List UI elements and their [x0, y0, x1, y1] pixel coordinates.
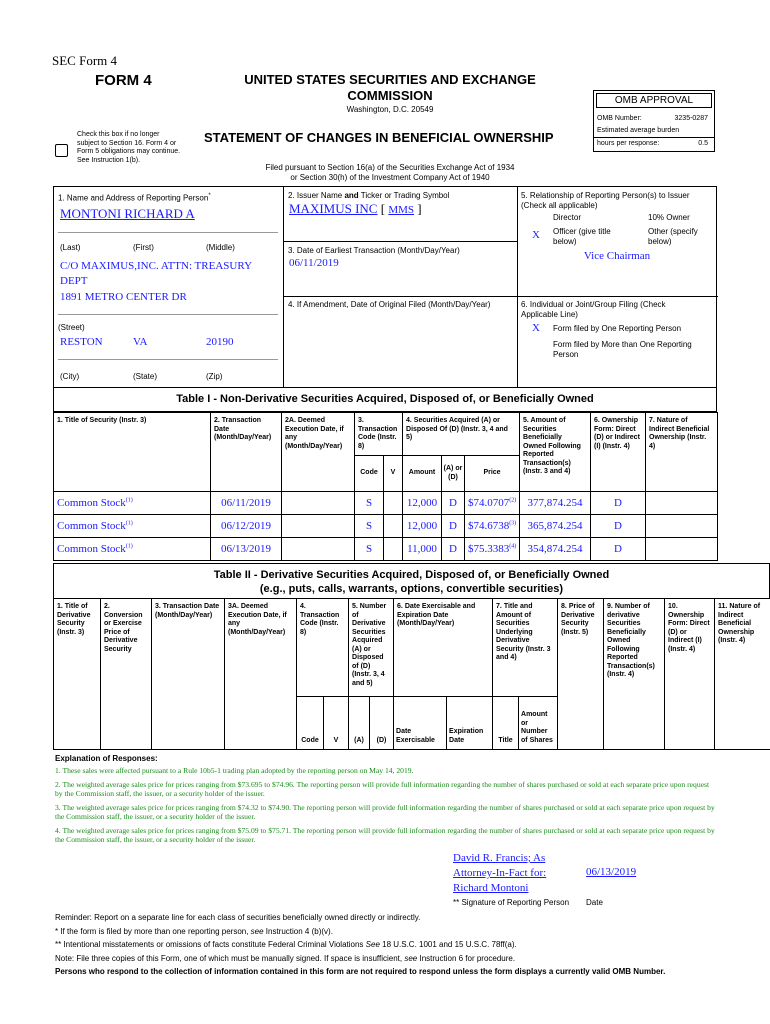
- box2-label-and: and: [344, 191, 359, 200]
- sec-form-label: SEC Form 4: [52, 53, 118, 68]
- omb-hours-value: 0.5: [698, 140, 708, 147]
- t2-h-exercisable: 6. Date Exercisable and Expiration Date (Month/Day/Year): [394, 599, 493, 697]
- state-label: (State): [133, 372, 158, 381]
- t2-h-v-sub: V: [324, 697, 349, 750]
- explanation-title: Explanation of Responses:: [55, 754, 158, 763]
- one-person-check-mark: X: [532, 322, 540, 334]
- t2-h-exp-sub: Expiration Date: [447, 697, 493, 750]
- agency-line-1: UNITED STATES SECURITIES AND EXCHANGE: [244, 72, 536, 87]
- box4-label: 4. If Amendment, Date of Original Filed (Month/Day/Year): [288, 300, 491, 309]
- t1-h-acquired: 4. Securities Acquired (A) or Disposed Of (D) (Instr. 3, 4 and 5): [403, 413, 520, 456]
- cell-code: [355, 492, 384, 515]
- table2-title: [53, 563, 770, 598]
- table1-body: [54, 492, 718, 561]
- footnote-ref[interactable]: (3): [509, 520, 517, 527]
- cell-ad-value: D: [449, 543, 457, 555]
- t2-h-code-sub: Code: [297, 697, 324, 750]
- agency-title: [210, 72, 570, 104]
- footer-line-4-see: see: [404, 953, 418, 963]
- t1-h-amount-sub: Amount: [403, 456, 442, 492]
- t1-h-code-sub: Code: [355, 456, 384, 492]
- cell-title-value: Common Stock: [57, 543, 126, 555]
- more-persons-1: Form filed by More than One Reporting: [553, 340, 692, 349]
- t1-h-title: 1. Title of Security (Instr. 3): [54, 413, 211, 492]
- table1-header-row: [54, 413, 718, 456]
- omb-hours-label: hours per response:: [597, 140, 660, 147]
- t2-h-code: 4. Transaction Code (Instr. 8): [297, 599, 349, 697]
- box6-label-1: 6. Individual or Joint/Group Filing (Check: [521, 300, 666, 309]
- t1-h-amount-owned: 5. Amount of Securities Beneficially Owned Following Reported Transaction(s) (Instr. 3 and 4): [520, 413, 591, 492]
- cell-form-value: D: [614, 520, 622, 532]
- box5-label-2: (Check all applicable): [521, 201, 598, 210]
- footer-line-3-see: See: [365, 940, 380, 949]
- cell-date-value: 06/11/2019: [221, 497, 271, 509]
- cell-form-value: D: [614, 497, 622, 509]
- other-label: [648, 227, 698, 247]
- cell-owned: [520, 492, 591, 515]
- footer-line-3-post: 18 U.S.C. 1001 and 15 U.S.C. 78ff(a).: [379, 940, 517, 949]
- footer-line-2: [55, 925, 765, 939]
- footer-line-4-post: Instruction 6 for procedure.: [417, 953, 516, 963]
- t2-h-conversion: 2. Conversion or Exercise Price of Derivative Security: [101, 599, 152, 750]
- footer-line-2-pre: * If the form is filed by more than one reporting person,: [55, 926, 251, 936]
- city-value: RESTON: [60, 336, 103, 348]
- cell-owned: [520, 515, 591, 538]
- footnote-2: 2. The weighted average sales price for prices ranging from $73.695 to $74.96. The reporting person will provide full information regarding the number of shares purchased or sold at each separate price upon request by the Commission staff, the issuer, or a security holder of the issuer.: [55, 779, 710, 798]
- t2-h-price: 8. Price of Derivative Security (Instr. 5): [558, 599, 604, 750]
- t2-h-title: 1. Title of Derivative Security (Instr. 3): [54, 599, 101, 750]
- footer-line-4-pre: Note: File three copies of this Form, one of which must be manually signed. If space is insufficient,: [55, 953, 405, 963]
- checkbox-text-3: Form 5 obligations may continue.: [77, 148, 181, 155]
- cell-title: [54, 538, 211, 561]
- address-line-3: 1891 METRO CENTER DR: [60, 291, 187, 303]
- box6-label-2: Applicable Line): [521, 310, 578, 319]
- box1-label: [58, 193, 211, 203]
- street-label: (Street): [58, 323, 85, 332]
- cell-amount: [403, 538, 442, 561]
- cell-title: [54, 492, 211, 515]
- footer-omb-notice: Persons who respond to the collection of information contained in this form are not required to respond unless the form displays a currently valid OMB Number.: [55, 967, 666, 976]
- cell-form: [591, 515, 646, 538]
- t2-h-date: 3. Transaction Date (Month/Day/Year): [152, 599, 225, 750]
- signature-date-label: Date: [586, 898, 603, 907]
- t2-h-underlying: 7. Title and Amount of Securities Underlying Derivative Security (Instr. 3 and 4): [493, 599, 558, 697]
- t2-h-shares-sub: Amount or Number of Shares: [519, 697, 558, 750]
- cell-ad: [442, 538, 465, 561]
- officer-check-mark: X: [532, 229, 540, 241]
- issuer-line: [289, 201, 422, 217]
- cell-price-value: $75.3383: [468, 543, 510, 555]
- box2-label-post: Ticker or Trading Symbol: [358, 191, 450, 200]
- cell-deemed: [282, 492, 355, 515]
- address-line-1: C/O MAXIMUS,INC. ATTN: TREASURY: [60, 260, 253, 272]
- cell-owned-value: 354,874.254: [527, 543, 583, 555]
- officer-title: Vice Chairman: [583, 250, 651, 262]
- t2-h-date-ex-sub: Date Exercisable: [394, 697, 447, 750]
- issuer-name[interactable]: MAXIMUS INC: [289, 201, 378, 216]
- other-label-2: below): [648, 237, 672, 246]
- cell-date-value: 06/12/2019: [220, 520, 272, 532]
- city-label: (City): [60, 372, 80, 381]
- cell-date-value: 06/13/2019: [220, 543, 272, 555]
- table2-derivative: [53, 598, 770, 750]
- cell-owned-value: 365,874.254: [527, 520, 583, 532]
- form-number: FORM 4: [95, 72, 152, 89]
- t2-h-nature: 11. Nature of Indirect Beneficial Ownership (Instr. 4): [715, 599, 770, 750]
- omb-approval-box: [593, 90, 715, 152]
- box2-label-pre: 2. Issuer Name: [288, 191, 345, 200]
- first-label: (First): [133, 243, 154, 252]
- footnote-ref[interactable]: (1): [125, 543, 133, 550]
- cell-price-value: $74.0707: [468, 497, 510, 509]
- cell-price-value: $74.6738: [468, 520, 510, 532]
- cell-code-value: S: [365, 497, 373, 509]
- cell-title-value: Common Stock: [57, 520, 126, 532]
- footnote-ref[interactable]: (2): [509, 497, 517, 504]
- officer-label-2: below): [553, 237, 577, 246]
- signature-name[interactable]: [453, 851, 546, 896]
- footer-notes: [55, 911, 765, 979]
- checkbox-text-1: Check this box if no longer: [77, 131, 160, 138]
- cell-v: [384, 515, 403, 538]
- cell-amount-value: 12,000: [406, 497, 438, 509]
- table1-non-derivative: [53, 412, 718, 561]
- cell-form-value: D: [614, 543, 622, 555]
- footnote-1: 1. These sales were affected pursuant to a Rule 10b5-1 trading plan adopted by the reporting person on May 14, 2019.: [55, 766, 414, 775]
- bracket-open: [: [380, 201, 386, 216]
- cell-v: [384, 492, 403, 515]
- t1-h-code: 3. Transaction Code (Instr. 8): [355, 413, 403, 456]
- checkbox-text-4: See Instruction 1(b).: [77, 156, 141, 164]
- box1-label-star: *: [208, 193, 211, 199]
- omb-number-label: OMB Number:: [597, 115, 642, 122]
- cell-amount-value: 12,000: [406, 520, 438, 532]
- cell-owned: [520, 538, 591, 561]
- cell-price: [465, 538, 520, 561]
- officer-label: [553, 227, 611, 247]
- box3-label: 3. Date of Earliest Transaction (Month/Day/Year): [288, 246, 460, 255]
- table1-row: [54, 515, 718, 538]
- officer-label-1: Officer (give title: [553, 227, 611, 236]
- statement-title: STATEMENT OF CHANGES IN BENEFICIAL OWNERSHIP: [204, 130, 554, 145]
- t2-h-d-sub: (D): [370, 697, 394, 750]
- more-persons-label: [553, 340, 692, 360]
- reporting-person-name[interactable]: MONTONI RICHARD A: [60, 206, 195, 221]
- address-line-2: DEPT: [60, 275, 88, 287]
- one-person-label: Form filed by One Reporting Person: [553, 324, 682, 333]
- footer-line-3-pre: ** Intentional misstatements or omissions of facts constitute Federal Criminal Violations: [55, 940, 366, 949]
- footnotes: [55, 766, 715, 845]
- agency-line-2: COMMISSION: [347, 88, 433, 103]
- signature-line-3: Richard Montoni: [453, 882, 529, 894]
- zip-value: 20190: [206, 336, 234, 348]
- cell-nature: [646, 515, 718, 538]
- agency-city: Washington, D.C. 20549: [346, 105, 434, 114]
- footer-line-3: [55, 938, 765, 952]
- reporting-address: [60, 259, 252, 289]
- state-value: VA: [133, 336, 148, 348]
- table2-title-1: Table II - Derivative Securities Acquired, Disposed of, or Beneficially Owned: [213, 569, 610, 581]
- t2-h-a-sub: (A): [349, 697, 370, 750]
- checkbox-instruction: [77, 131, 202, 165]
- cell-ad: [442, 515, 465, 538]
- footnote-ref[interactable]: (1): [125, 520, 133, 527]
- more-persons-2: Person: [553, 350, 579, 359]
- footnote-3: 3. The weighted average sales price for prices ranging from $74.32 to $74.90. The reporting person will provide full information regarding the number of shares purchased or sold at each separate price upon request by the Commission staff, the issuer, or a security holder of the issuer.: [55, 802, 715, 821]
- cell-ad-value: D: [449, 520, 457, 532]
- footnote-ref[interactable]: (4): [509, 543, 517, 550]
- cell-price: [465, 515, 520, 538]
- t2-h-number: 5. Number of Derivative Securities Acquired (A) or Disposed of (D) (Instr. 3, 4 and 5): [349, 599, 394, 697]
- cell-title: [54, 515, 211, 538]
- t1-h-deemed: 2A. Deemed Execution Date, if any (Month/Day/Year): [282, 413, 355, 492]
- footer-line-2-see: see: [250, 926, 264, 936]
- t1-h-v-sub: V: [384, 456, 403, 492]
- signature-caption: ** Signature of Reporting Person: [453, 898, 570, 907]
- signature-line-1: David R. Francis; As: [453, 852, 546, 864]
- cell-amount-value: 11,000: [407, 543, 437, 555]
- filed-line-1: Filed pursuant to Section 16(a) of the Securities Exchange Act of 1934: [265, 163, 515, 172]
- middle-label: (Middle): [206, 243, 235, 252]
- t2-h-title-sub: Title: [493, 697, 519, 750]
- cell-nature: [646, 492, 718, 515]
- cell-nature: [646, 538, 718, 561]
- cell-amount: [403, 515, 442, 538]
- box2-label: [288, 191, 449, 200]
- omb-number-value: 3235-0287: [674, 115, 708, 122]
- footnote-4: 4. The weighted average sales price for prices ranging from $75.09 to $75.71. The reporting person will provide full information regarding the number of shares purchased or sold at each separate price upon request by the Commission staff, the issuer, or a security holder of the issuer.: [55, 825, 715, 844]
- cell-code-value: S: [365, 543, 373, 555]
- earliest-transaction-date: 06/11/2019: [289, 257, 339, 269]
- no-longer-subject-checkbox[interactable]: [55, 144, 68, 157]
- table1-title: Table I - Non-Derivative Securities Acquired, Disposed of, or Beneficially Owned: [53, 388, 717, 412]
- cell-form: [591, 538, 646, 561]
- table1-row: [54, 492, 718, 515]
- cell-code-value: S: [365, 520, 373, 532]
- director-label: Director: [553, 213, 582, 222]
- omb-title: OMB APPROVAL: [596, 93, 712, 108]
- cell-ad: [442, 492, 465, 515]
- cell-code: [355, 515, 384, 538]
- zip-label: (Zip): [206, 372, 223, 381]
- t1-h-aord-sub: (A) or (D): [442, 456, 465, 492]
- t2-h-owned: 9. Number of derivative Securities Beneficially Owned Following Reported Transaction(s) (Instr. 4): [604, 599, 665, 750]
- checkbox-text-2: subject to Section 16. Form 4 or: [77, 139, 177, 147]
- t1-h-nature: 7. Nature of Indirect Beneficial Ownership (Instr. 4): [646, 413, 718, 492]
- box5-label-1: 5. Relationship of Reporting Person(s) to Issuer: [521, 191, 690, 200]
- box6-label: [521, 300, 666, 320]
- t2-h-ownership-form: 10. Ownership Form: Direct (D) or Indirect (I) (Instr. 4): [665, 599, 715, 750]
- cell-price: [465, 492, 520, 515]
- ticker-symbol[interactable]: MMS: [388, 204, 415, 216]
- footnote-ref[interactable]: (1): [125, 497, 133, 504]
- table1-row: [54, 538, 718, 561]
- cell-amount: [403, 492, 442, 515]
- footer-line-4: [55, 952, 765, 966]
- table2-header-row: [54, 599, 770, 697]
- cell-title-value: Common Stock: [57, 497, 126, 509]
- filed-line-2: or Section 30(h) of the Investment Company Act of 1940: [290, 173, 490, 182]
- other-label-1: Other (specify: [648, 227, 698, 236]
- signature-line-2: Attorney-In-Fact for:: [453, 867, 547, 879]
- t1-h-ownership-form: 6. Ownership Form: Direct (D) or Indirect (I) (Instr. 4): [591, 413, 646, 492]
- last-label: (Last): [60, 243, 81, 252]
- cell-deemed: [282, 538, 355, 561]
- cell-date: [211, 538, 282, 561]
- signature-date: 06/13/2019: [586, 866, 637, 878]
- box5-label: [521, 191, 690, 211]
- cell-date: [211, 515, 282, 538]
- footer-reminder: Reminder: Report on a separate line for each class of securities beneficially owned directly or indirectly.: [55, 913, 421, 922]
- omb-burden-label: Estimated average burden: [597, 127, 680, 134]
- box1-label-text: 1. Name and Address of Reporting Person: [58, 193, 209, 203]
- cell-form: [591, 492, 646, 515]
- footer-line-2-post: Instruction 4 (b)(v).: [263, 926, 333, 936]
- t1-h-date: 2. Transaction Date (Month/Day/Year): [211, 413, 282, 492]
- t1-h-price-sub: Price: [465, 456, 520, 492]
- cell-deemed: [282, 515, 355, 538]
- cell-ad-value: D: [449, 497, 457, 509]
- cell-v: [384, 538, 403, 561]
- cell-code: [355, 538, 384, 561]
- cell-owned-value: 377,874.254: [527, 497, 583, 509]
- table2-title-2: (e.g., puts, calls, warrants, options, convertible securities): [259, 583, 564, 595]
- t2-h-deemed: 3A. Deemed Execution Date, if any (Month/Day/Year): [225, 599, 297, 750]
- cell-date: [211, 492, 282, 515]
- bracket-close: ]: [417, 201, 422, 216]
- filed-pursuant: [190, 163, 590, 183]
- ten-percent-owner-label: 10% Owner: [648, 213, 690, 222]
